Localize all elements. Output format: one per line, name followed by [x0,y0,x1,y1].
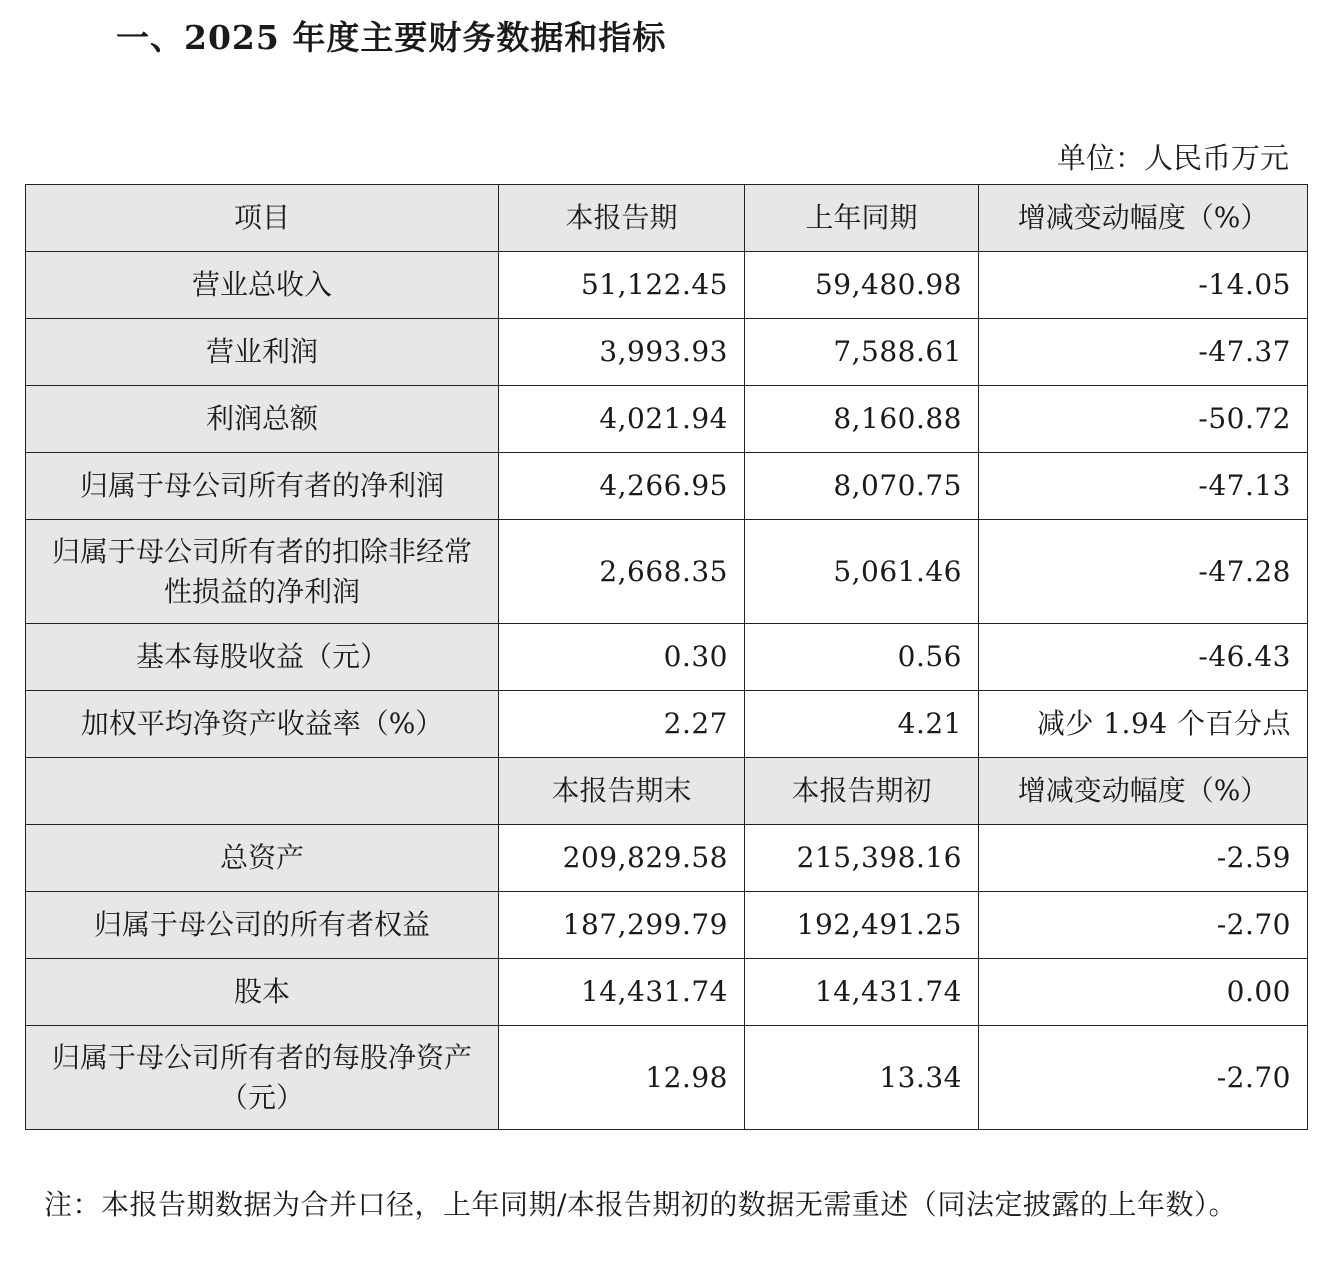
table-row [26,319,1308,386]
cell-value: 7,588.61 [745,319,979,386]
table-subheader-row [26,758,1308,825]
header-cell: 本报告期 [499,185,745,252]
table-row [26,252,1308,319]
cell-value: 59,480.98 [745,252,979,319]
cell-value: 14,431.74 [745,959,979,1026]
cell-value: -50.72 [979,386,1308,453]
cell-value: 8,160.88 [745,386,979,453]
cell-value: 12.98 [499,1026,745,1130]
cell-value: -47.28 [979,520,1308,624]
cell-value: 3,993.93 [499,319,745,386]
table-row [26,892,1308,959]
cell-value: 0.30 [499,624,745,691]
row-label: 利润总额 [26,386,499,453]
header-cell: 上年同期 [745,185,979,252]
table-row [26,691,1308,758]
section-title: 一、2025 年度主要财务数据和指标 [116,18,667,57]
table-row [26,520,1308,624]
table-header-row [26,185,1308,252]
cell-value: 192,491.25 [745,892,979,959]
header-cell: 增减变动幅度（%） [979,185,1308,252]
cell-value: 14,431.74 [499,959,745,1026]
row-label: 营业利润 [26,319,499,386]
cell-value: 4,021.94 [499,386,745,453]
table-row [26,624,1308,691]
cell-value: 4.21 [745,691,979,758]
table-row [26,453,1308,520]
header-cell: 本报告期末 [499,758,745,825]
table-row [26,825,1308,892]
cell-value: -2.59 [979,825,1308,892]
table-row [26,959,1308,1026]
financial-data-table [25,184,1308,1130]
row-label: 归属于母公司的所有者权益 [26,892,499,959]
row-label: 营业总收入 [26,252,499,319]
cell-value: 8,070.75 [745,453,979,520]
row-label: 股本 [26,959,499,1026]
row-label: 基本每股收益（元） [26,624,499,691]
row-label: 总资产 [26,825,499,892]
cell-value: 减少 1.94 个百分点 [979,691,1308,758]
row-label: 归属于母公司所有者的净利润 [26,453,499,520]
cell-value: 5,061.46 [745,520,979,624]
cell-value: -2.70 [979,892,1308,959]
table-row [26,1026,1308,1130]
header-cell: 增减变动幅度（%） [979,758,1308,825]
row-label: 加权平均净资产收益率（%） [26,691,499,758]
cell-value: -47.37 [979,319,1308,386]
header-cell: 本报告期初 [745,758,979,825]
cell-value: -14.05 [979,252,1308,319]
table-row [26,386,1308,453]
row-label: 归属于母公司所有者的每股净资产（元） [26,1026,499,1130]
cell-value: 2,668.35 [499,520,745,624]
cell-value: 187,299.79 [499,892,745,959]
cell-value: 0.56 [745,624,979,691]
cell-value: -2.70 [979,1026,1308,1130]
unit-label: 单位：人民币万元 [1056,141,1289,175]
cell-value: 0.00 [979,959,1308,1026]
header-cell [26,758,499,825]
cell-value: -47.13 [979,453,1308,520]
cell-value: 4,266.95 [499,453,745,520]
cell-value: 215,398.16 [745,825,979,892]
row-label: 归属于母公司所有者的扣除非经常性损益的净利润 [26,520,499,624]
footnote: 注：本报告期数据为合并口径，上年同期/本报告期初的数据无需重述（同法定披露的上年数）。 [44,1188,1237,1221]
cell-value: 51,122.45 [499,252,745,319]
cell-value: 13.34 [745,1026,979,1130]
cell-value: -46.43 [979,624,1308,691]
header-cell: 项目 [26,185,499,252]
cell-value: 2.27 [499,691,745,758]
cell-value: 209,829.58 [499,825,745,892]
